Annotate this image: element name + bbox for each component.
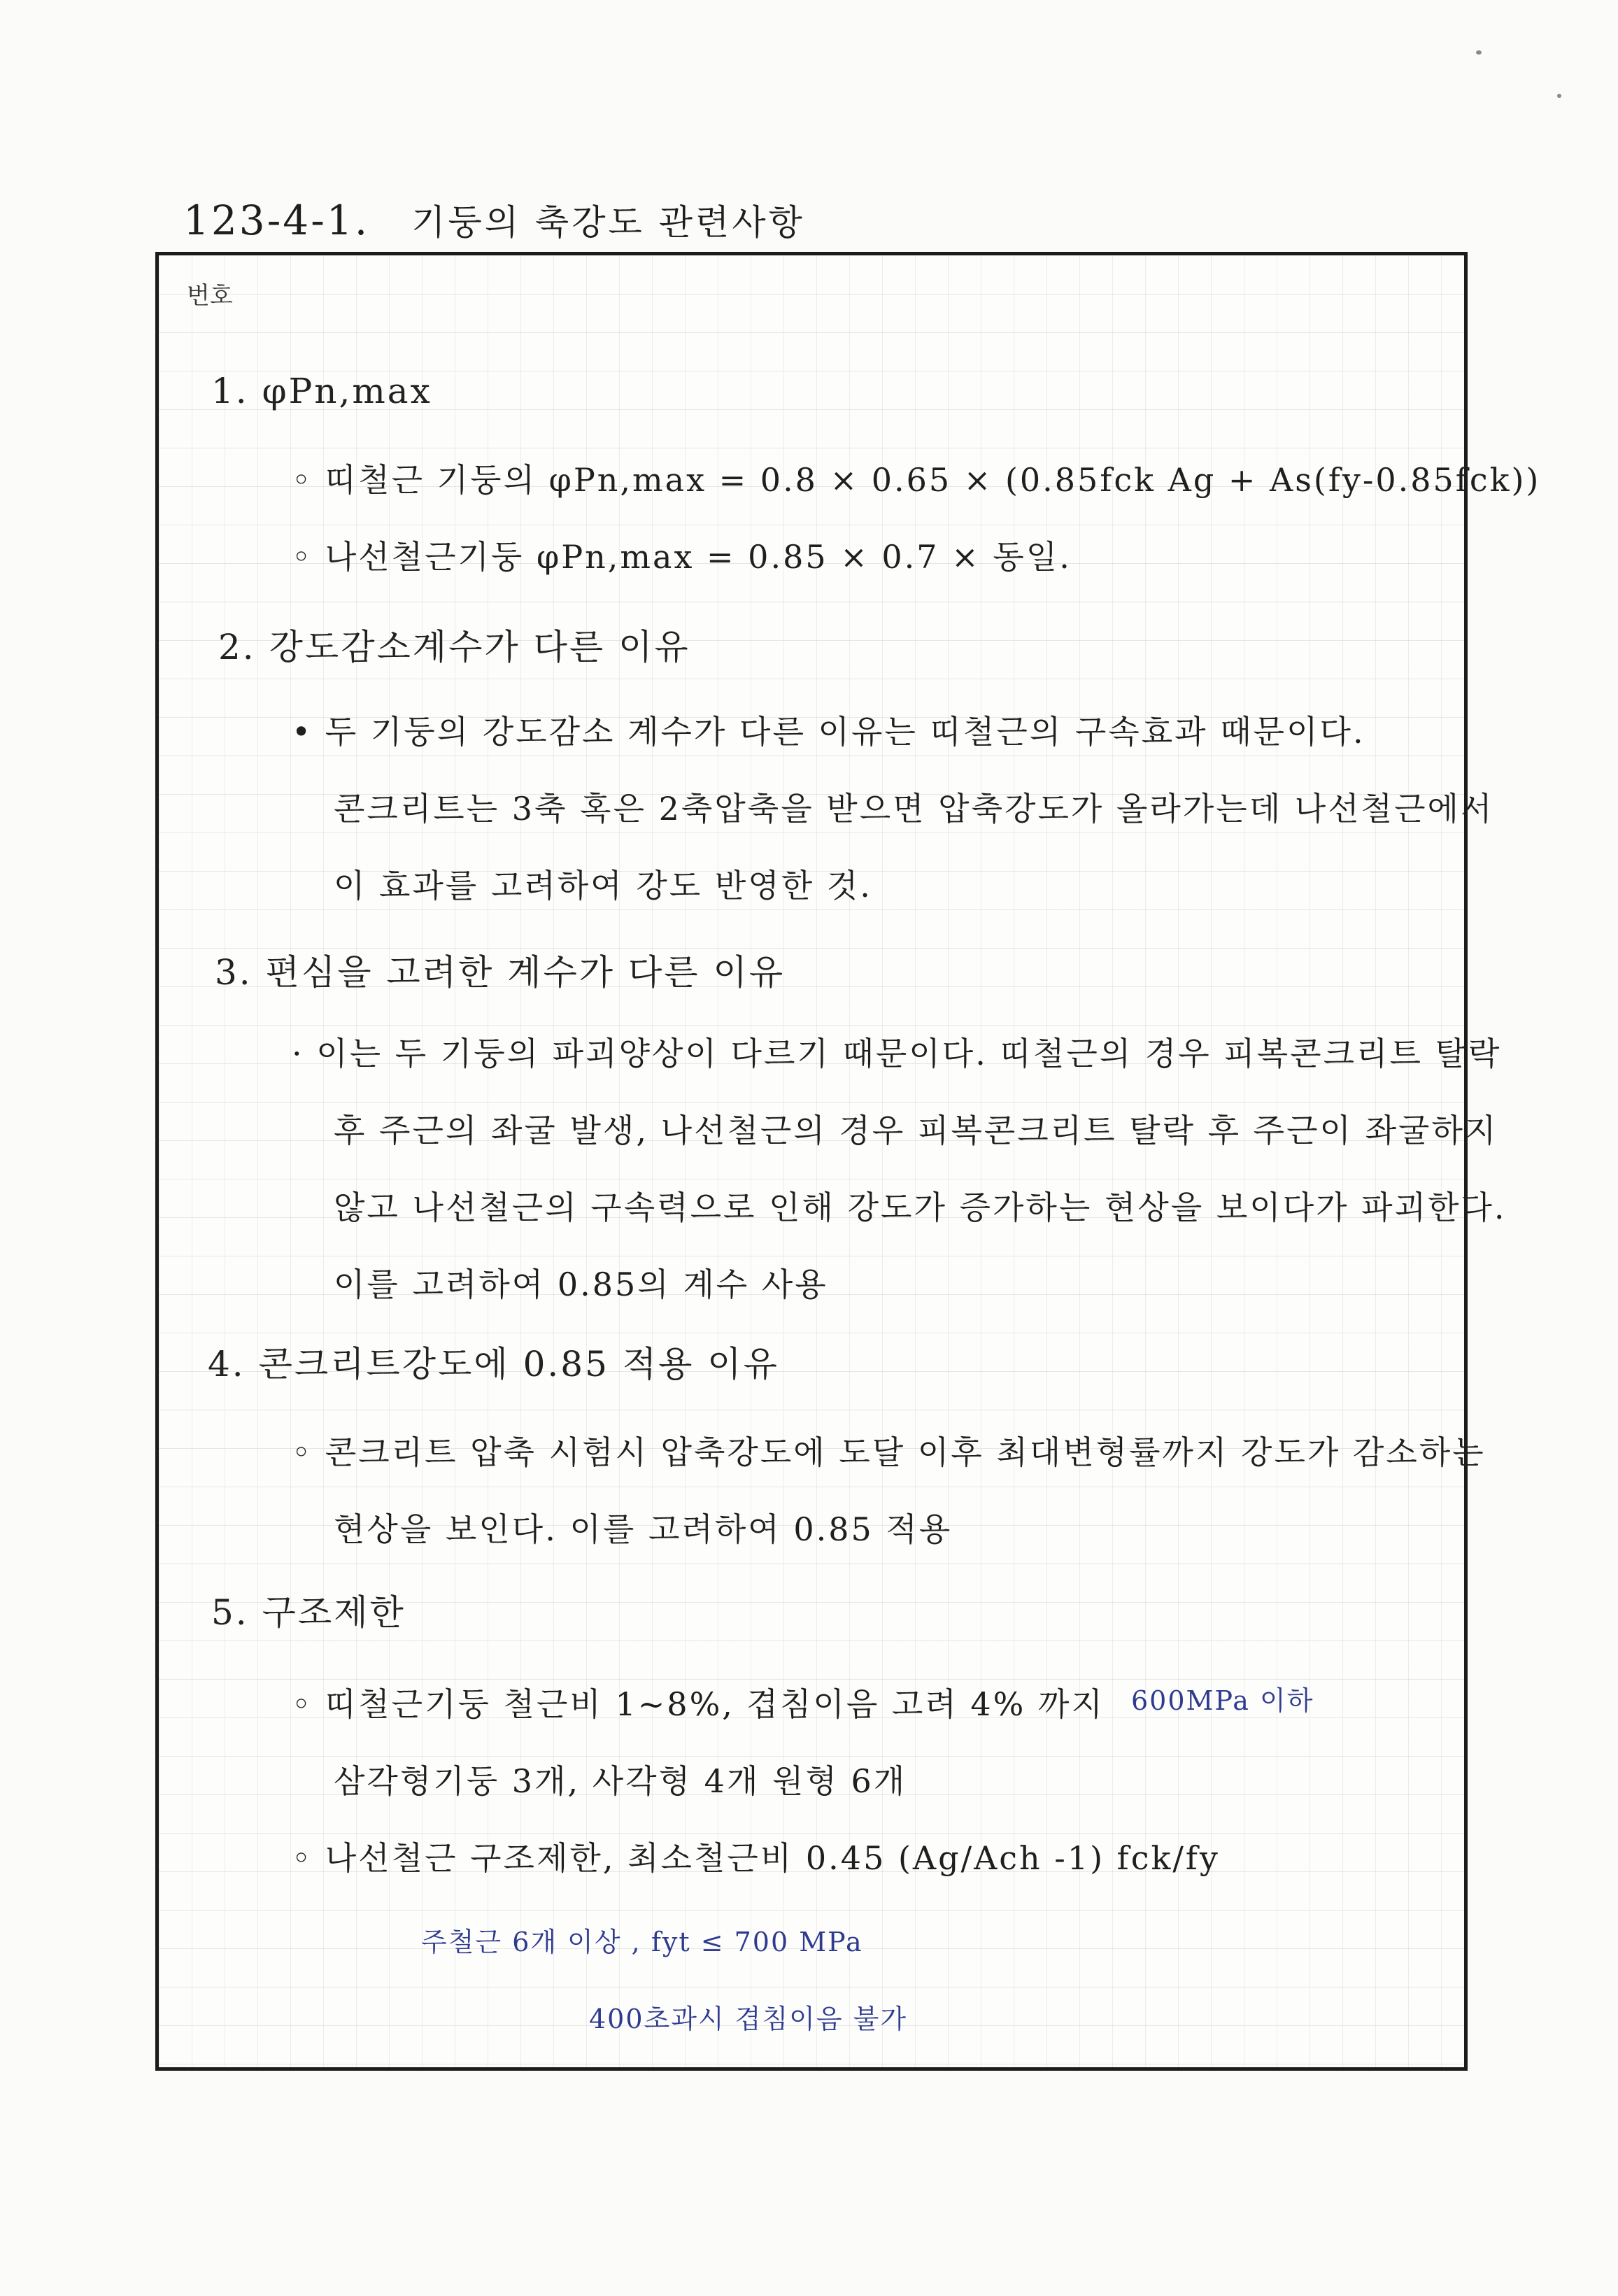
title-subject: 기둥의 축강도 관련사항 bbox=[411, 202, 805, 243]
section-1-line-2: ◦ 나선철근기둥 φPn,max = 0.85 × 0.7 × 동일. bbox=[292, 538, 1072, 576]
section-3-line-4: 이를 고려하여 0.85의 계수 사용 bbox=[334, 1266, 828, 1303]
section-5-note-3: 400초과시 겹침이음 불가 bbox=[589, 2004, 908, 2034]
section-4-line-1: ◦ 콘크리트 압축 시험시 압축강도에 도달 이후 최대변형률까지 강도가 감소하는 bbox=[292, 1433, 1486, 1471]
section-2-line-2: 콘크리트는 3축 혹은 2축압축을 받으면 압축강도가 올라가는데 나선철근에서 bbox=[334, 790, 1494, 828]
section-5-note-1: 600MPa 이하 bbox=[1131, 1685, 1314, 1716]
section-5-line-2: 삼각형기둥 3개, 사각형 4개 원형 6개 bbox=[334, 1762, 907, 1800]
section-1-heading: 1. φPn,max bbox=[211, 371, 432, 411]
section-1-line-1: ◦ 띠철근 기둥의 φPn,max = 0.8 × 0.65 × (0.85fck Ag + As(fy-0.85fck)) bbox=[292, 461, 1541, 499]
section-2-heading: 2. 강도감소계수가 다른 이유 bbox=[218, 627, 690, 667]
section-5-line-1: ◦ 띠철근기둥 철근비 1~8%, 겹침이음 고려 4% 까지 bbox=[292, 1685, 1105, 1723]
page-title bbox=[183, 194, 805, 245]
section-3-heading: 3. 편심을 고려한 계수가 다른 이유 bbox=[215, 952, 786, 993]
note-sheet bbox=[155, 252, 1541, 2071]
section-5-line-3: ◦ 나선철근 구조제한, 최소철근비 0.45 (Ag/Ach -1) fck/fy bbox=[292, 1839, 1220, 1877]
number-label: 번호 bbox=[187, 282, 233, 310]
section-2-line-1: • 두 기둥의 강도감소 계수가 다른 이유는 띠철근의 구속효과 때문이다. bbox=[292, 713, 1365, 751]
section-5-heading: 5. 구조제한 bbox=[211, 1592, 406, 1633]
paper-speck bbox=[1557, 94, 1561, 98]
section-5-note-2: 주철근 6개 이상 , fyt ≤ 700 MPa bbox=[421, 1927, 863, 1957]
section-3-line-2: 후 주근의 좌굴 발생, 나선철근의 경우 피복콘크리트 탈락 후 주근이 좌굴하지 bbox=[334, 1112, 1498, 1149]
title-code: 123-4-1. bbox=[183, 197, 370, 244]
section-4-heading: 4. 콘크리트강도에 0.85 적용 이유 bbox=[208, 1344, 779, 1384]
section-4-line-2: 현상을 보인다. 이를 고려하여 0.85 적용 bbox=[334, 1510, 953, 1548]
section-3-line-1: · 이는 두 기둥의 파괴양상이 다르기 때문이다. 띠철근의 경우 피복콘크리트 탈락 bbox=[292, 1035, 1502, 1072]
paper-speck bbox=[1476, 50, 1482, 55]
section-2-line-3: 이 효과를 고려하여 강도 반영한 것. bbox=[334, 867, 872, 905]
section-3-line-3: 않고 나선철근의 구속력으로 인해 강도가 증가하는 현상을 보이다가 파괴한다. bbox=[334, 1189, 1507, 1226]
